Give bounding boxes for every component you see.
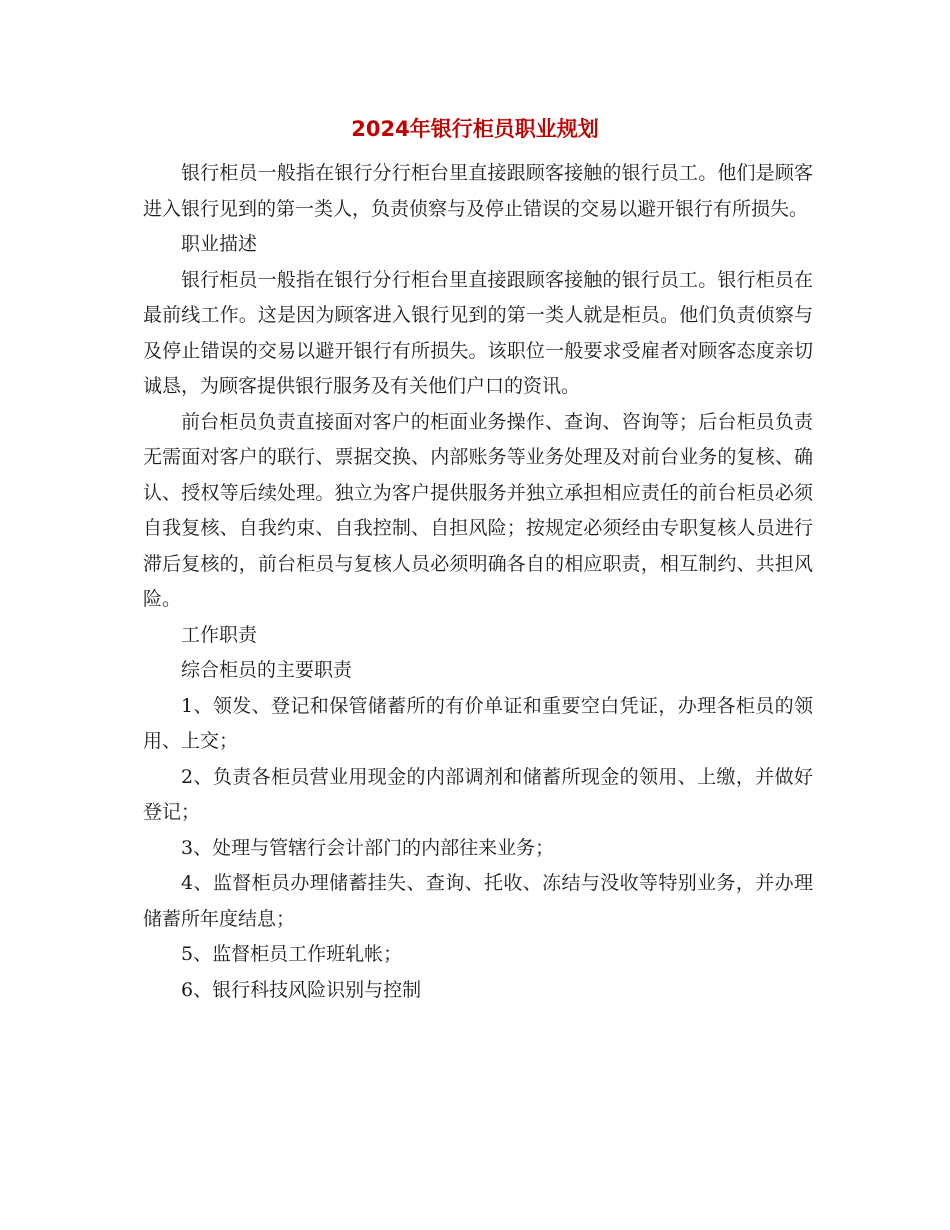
heading-job-duties: 工作职责 bbox=[181, 623, 258, 646]
document-body bbox=[143, 156, 813, 1008]
paragraph-front-back-tellers: 前台柜员负责直接面对客户的柜面业务操作、查询、咨询等；后台柜员负责无需面对客户的联行、票据交换、内部账务等业务处理及对前台业务的复核、确认、授权等后续处理。独立为客户提供服务并独立承担相应责任的前台柜员必须自我复核、自我约束、自我控制、自担风险；按规定必须经由专职复核人员进行滞后复核的，前台柜员与复核人员必须明确各自的相应职责，相互制约、共担风险。 bbox=[143, 410, 813, 610]
duty-item: 2、负责各柜员营业用现金的内部调剂和储蓄所现金的领用、上缴，并做好登记； bbox=[143, 765, 813, 823]
duty-item: 6、银行科技风险识别与控制 bbox=[181, 978, 422, 1001]
heading-job-description: 职业描述 bbox=[181, 233, 258, 255]
duty-item: 4、监督柜员办理储蓄挂失、查询、托收、冻结与没收等特别业务，并办理储蓄所年度结息； bbox=[143, 872, 813, 930]
heading-main-duties: 综合柜员的主要职责 bbox=[181, 659, 353, 681]
duty-item: 1、领发、登记和保管储蓄所的有价单证和重要空白凭证，办理各柜员的领用、上交； bbox=[143, 694, 813, 752]
paragraph-job-description: 银行柜员一般指在银行分行柜台里直接跟顾客接触的银行员工。银行柜员在最前线工作。这是因为顾客进入银行见到的第一类人就是柜员。他们负责侦察与及停止错误的交易以避开银行有所损失。该职位一般要求受雇者对顾客态度亲切诚恳，为顾客提供银行服务及有关他们户口的资讯。 bbox=[143, 268, 813, 397]
document-title: 2024年银行柜员职业规划 bbox=[351, 117, 599, 141]
duty-item: 3、处理与管辖行会计部门的内部往来业务； bbox=[181, 836, 555, 859]
paragraph-intro: 银行柜员一般指在银行分行柜台里直接跟顾客接触的银行员工。他们是顾客进入银行见到的第一类人，负责侦察与及停止错误的交易以避开银行有所损失。 bbox=[143, 162, 813, 220]
duty-item: 5、监督柜员工作班轧帐； bbox=[181, 943, 403, 965]
